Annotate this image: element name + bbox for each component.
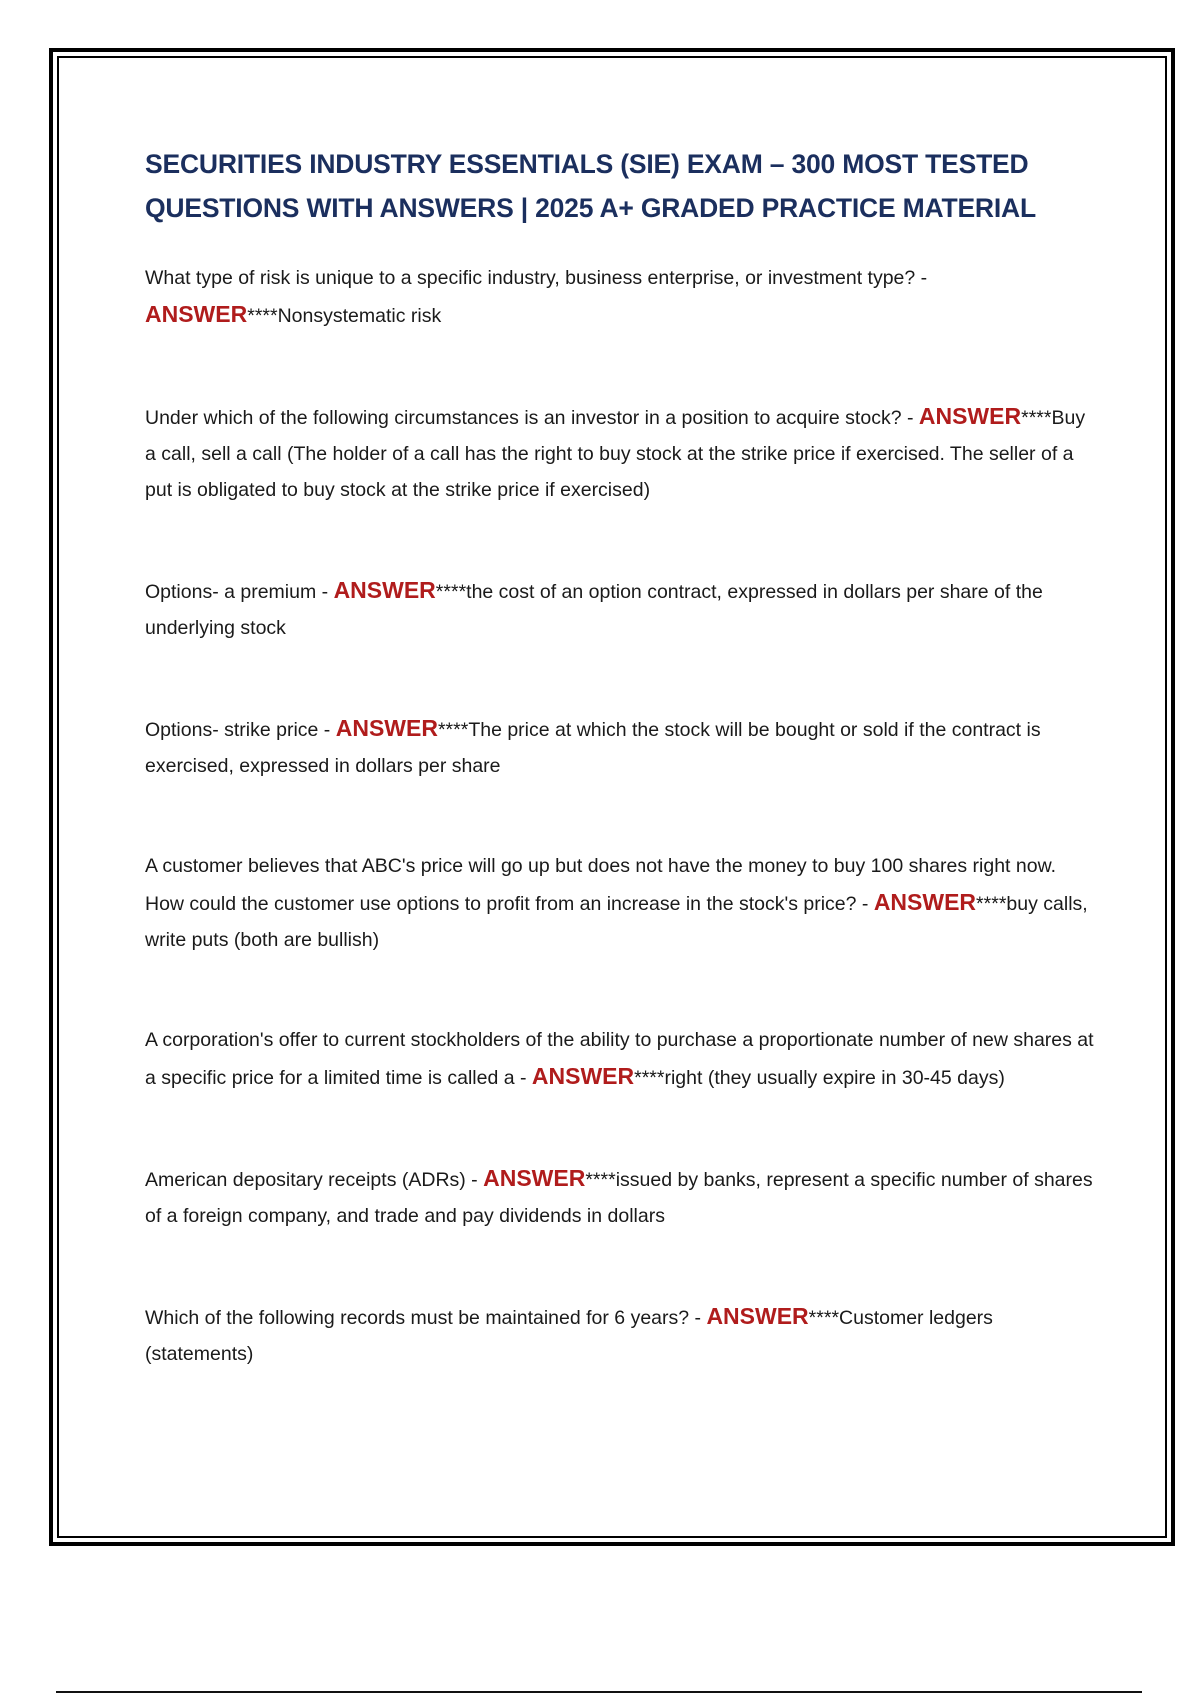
question-text: Which of the following records must be maintained for 6 years? - bbox=[145, 1307, 707, 1329]
answer-marker: **** bbox=[634, 1067, 665, 1089]
qa-item bbox=[145, 572, 1095, 646]
qa-item bbox=[145, 710, 1095, 784]
question-text: Options- a premium - bbox=[145, 581, 334, 603]
answer-marker: **** bbox=[976, 893, 1007, 915]
qa-item bbox=[145, 848, 1095, 958]
qa-item bbox=[145, 1298, 1095, 1372]
qa-item bbox=[145, 260, 1095, 334]
question-text: American depositary receipts (ADRs) - bbox=[145, 1169, 484, 1191]
answer-text: Buy a call, sell a call (The holder of a call has the right to buy stock at the strike price if exercised. The seller of a put is obligated to buy stock at the strike price if exercised) bbox=[145, 407, 1086, 501]
answer-label: ANSWER bbox=[873, 889, 977, 915]
answer-label: ANSWER bbox=[145, 301, 248, 327]
answer-text: Customer ledgers (statements) bbox=[145, 1307, 993, 1365]
answer-text: issued by banks, represent a specific number of shares of a foreign company, and trade and pay dividends in dollars bbox=[145, 1169, 1093, 1227]
next-page-top-rule bbox=[56, 1691, 1142, 1693]
question-text: A corporation's offer to current stockholders of the ability to purchase a proportionate number of new shares at a specific price for a limited time is called a - bbox=[145, 1029, 1094, 1089]
answer-text: The price at which the stock will be bought or sold if the contract is exercised, expressed in dollars per share bbox=[145, 719, 1041, 777]
document-title: SECURITIES INDUSTRY ESSENTIALS (SIE) EXAM – 300 MOST TESTED QUESTIONS WITH ANSWERS | 2025 A+ GRADED PRACTICE MATERIAL bbox=[145, 149, 1036, 223]
question-text: Under which of the following circumstances is an investor in a position to acquire stock? - bbox=[145, 407, 919, 429]
answer-marker: **** bbox=[435, 581, 467, 603]
answer-label: ANSWER bbox=[531, 1063, 635, 1089]
answer-text: Nonsystematic risk bbox=[277, 305, 442, 327]
answer-marker: **** bbox=[585, 1169, 616, 1191]
qa-item bbox=[145, 1160, 1095, 1234]
question-text: Options- strike price - bbox=[145, 719, 336, 741]
answer-marker: **** bbox=[1021, 407, 1052, 429]
answer-marker: **** bbox=[808, 1307, 840, 1329]
answer-marker: **** bbox=[247, 305, 278, 327]
answer-marker: **** bbox=[437, 719, 469, 741]
answer-text: the cost of an option contract, expressed in dollars per share of the underlying stock bbox=[145, 581, 1043, 639]
answer-label: ANSWER bbox=[918, 403, 1022, 429]
qa-item bbox=[145, 1022, 1095, 1096]
answer-label: ANSWER bbox=[706, 1303, 809, 1329]
question-text: What type of risk is unique to a specific industry, business enterprise, or investment type? - bbox=[145, 267, 928, 289]
document-body bbox=[145, 142, 1095, 1372]
answer-label: ANSWER bbox=[335, 715, 438, 741]
answer-text: buy calls, write puts (both are bullish) bbox=[145, 893, 1088, 951]
answer-label: ANSWER bbox=[333, 577, 436, 603]
answer-label: ANSWER bbox=[483, 1165, 586, 1191]
qa-item bbox=[145, 398, 1095, 508]
question-text: A customer believes that ABC's price will go up but does not have the money to buy 100 shares right now. How could the customer use options to profit from an increase in the stock's price? - bbox=[145, 855, 1056, 915]
answer-text: right (they usually expire in 30-45 days) bbox=[664, 1067, 1005, 1089]
